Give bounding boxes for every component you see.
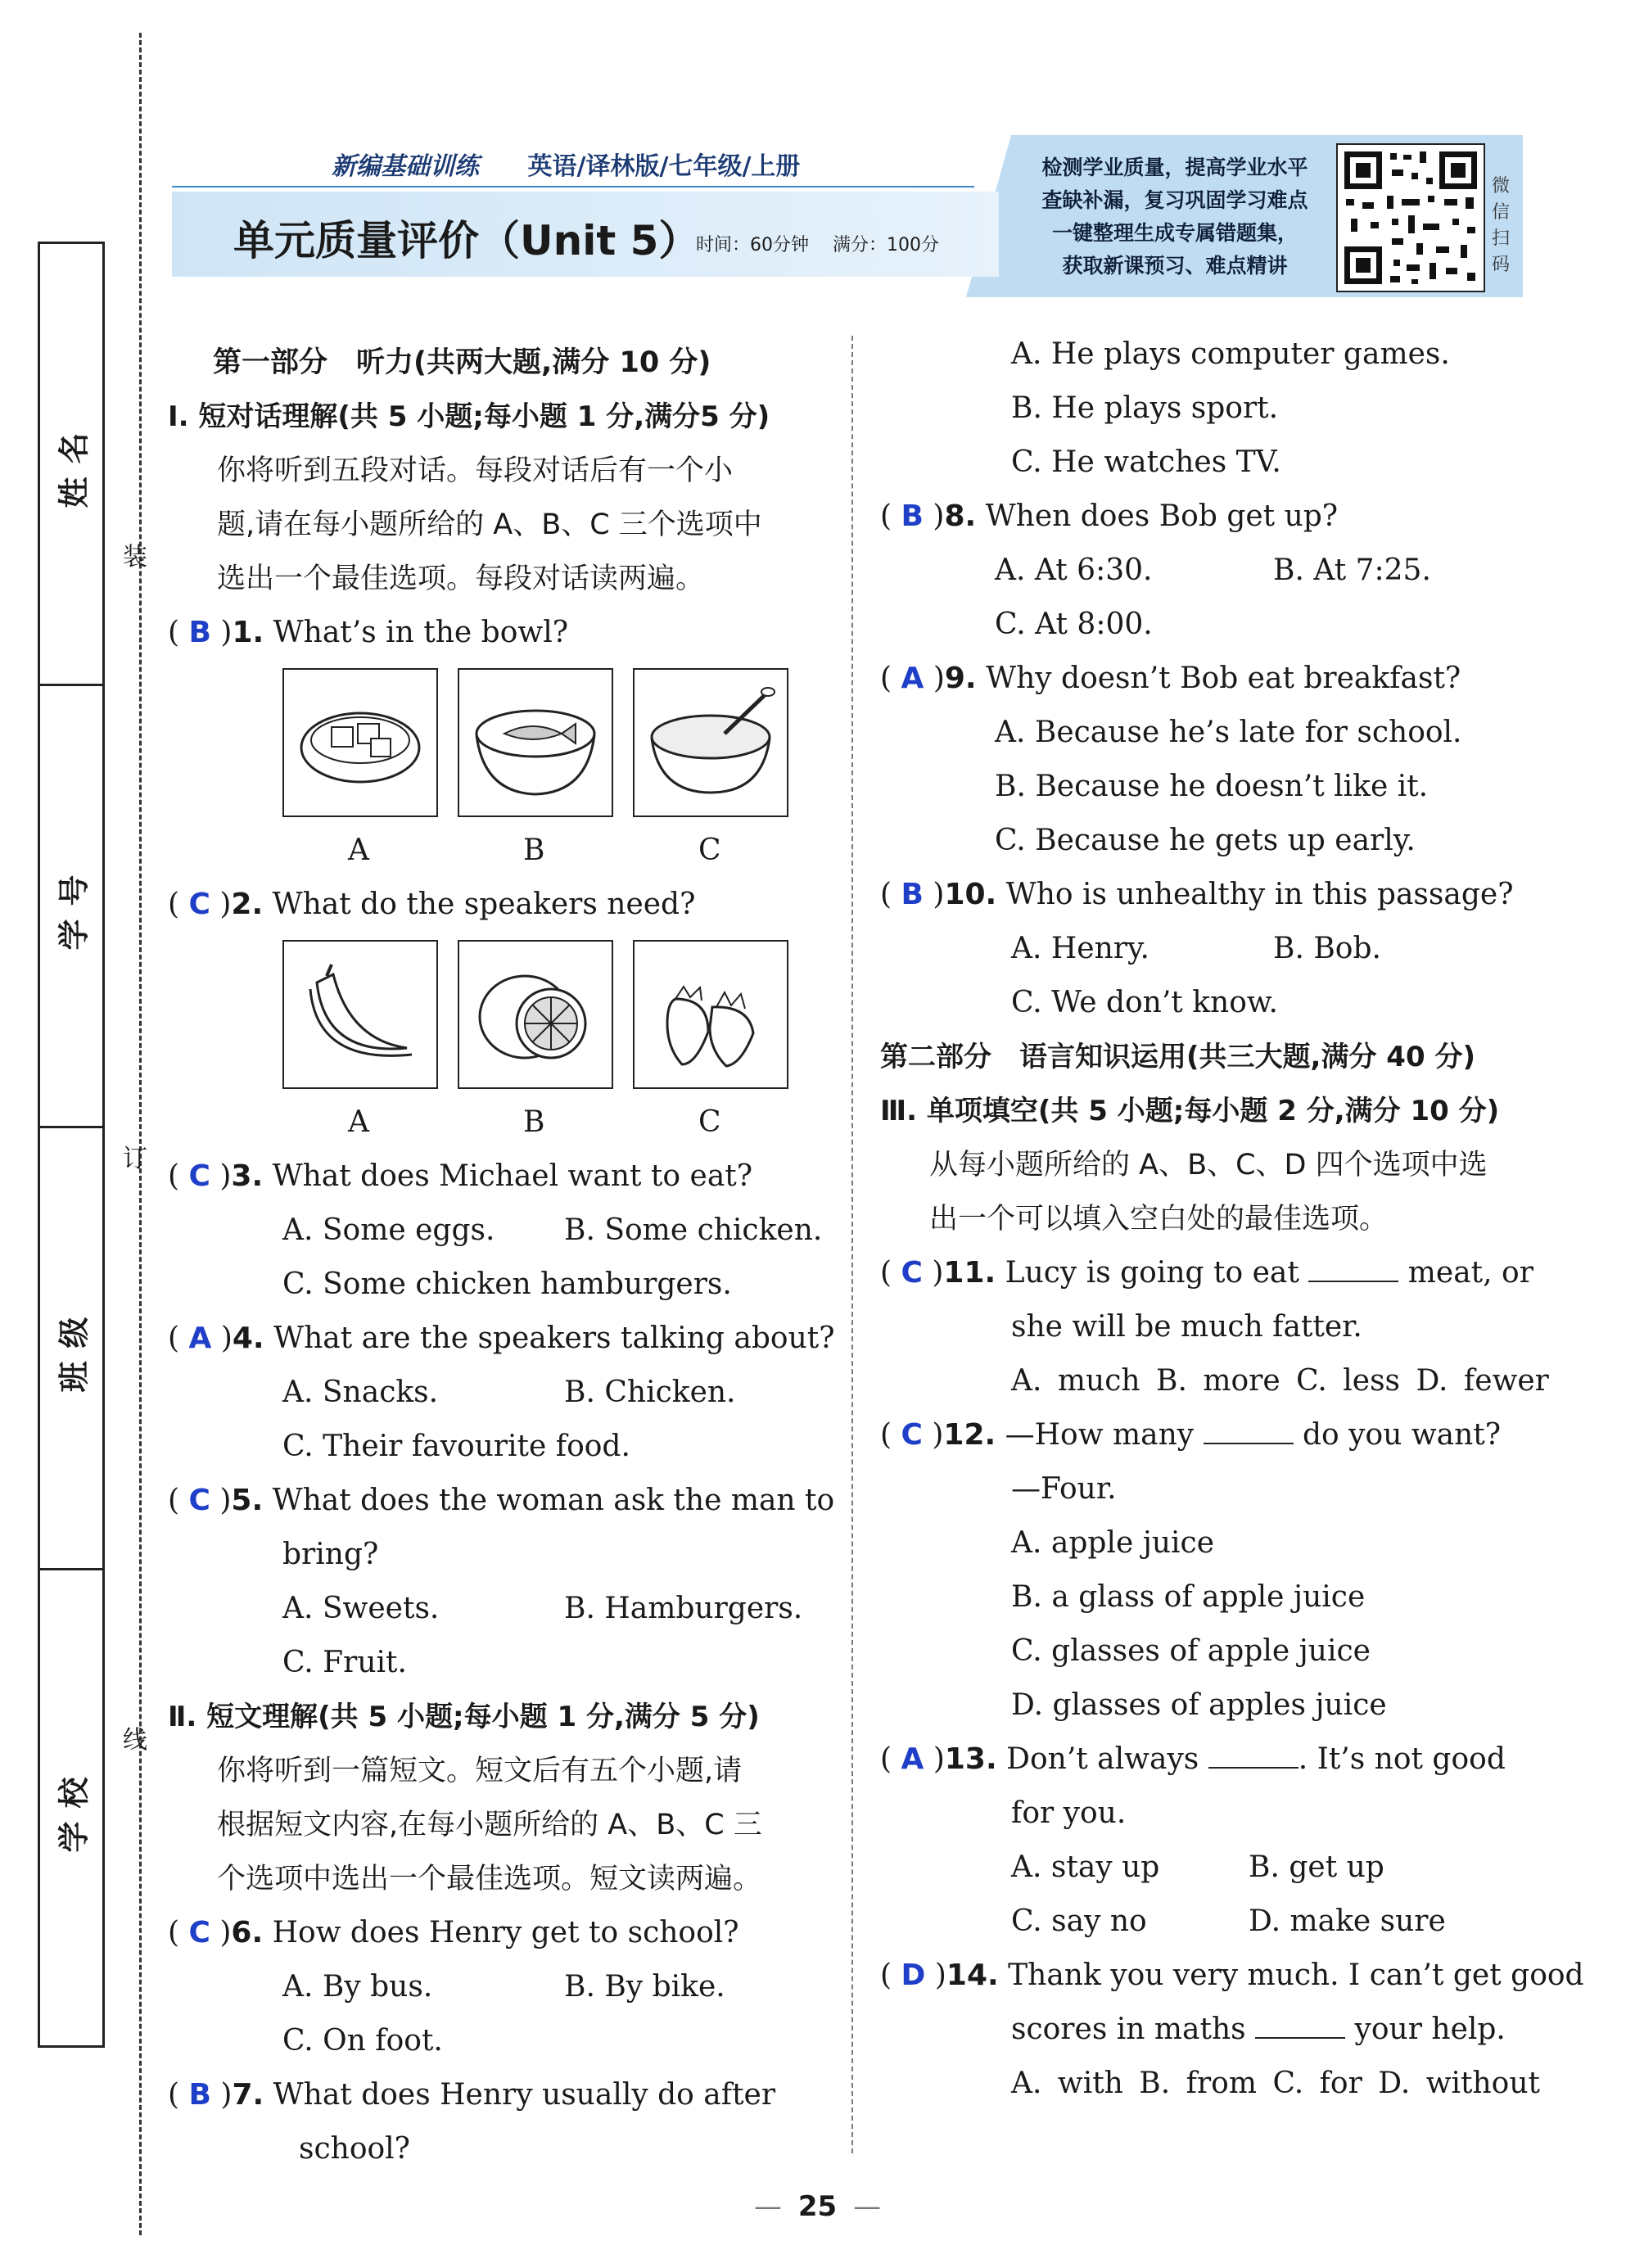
question-3: ( C )3. What does Michael want to eat? bbox=[168, 1159, 753, 1193]
banana-icon[interactable] bbox=[282, 940, 438, 1089]
question-5: ( C )5. What does the woman ask the man to bbox=[168, 1484, 835, 1517]
question-9-option-a: A. Because he’s late for school. bbox=[995, 716, 1462, 749]
exam-meta bbox=[696, 231, 957, 256]
question-8: ( B )8. When does Bob get up? bbox=[880, 499, 1339, 533]
question-5-options: A. Sweets. B. Hamburgers. bbox=[282, 1592, 803, 1625]
series-name: 新编基础训练 bbox=[332, 152, 479, 181]
question-11: ( C )11. Lucy is going to eat meat, or bbox=[880, 1256, 1533, 1290]
qr-code-icon[interactable] bbox=[1336, 143, 1485, 292]
question-9-option-c: C. Because he gets up early. bbox=[995, 824, 1416, 857]
answer-mark: A bbox=[188, 1321, 212, 1355]
answer-mark: D bbox=[901, 1959, 926, 1992]
question-13-stem-cont: for you. bbox=[1011, 1796, 1127, 1830]
question-1: ( B )1. What’s in the bowl? bbox=[168, 616, 569, 649]
question-9-option-b: B. Because he doesn’t like it. bbox=[995, 770, 1429, 803]
section3-instruction-line: 从每小题所给的 A、B、C、D 四个选项中选 bbox=[929, 1149, 1488, 1181]
question-1-pictures bbox=[282, 668, 823, 824]
question-14-stem-cont: scores in maths your help. bbox=[1011, 2013, 1506, 2046]
question-7-option-b: B. He plays sport. bbox=[1011, 391, 1279, 425]
question-1-picture-labels: A B C bbox=[348, 834, 721, 867]
answer-mark: C bbox=[901, 1256, 923, 1290]
full-score: 满分：100分 bbox=[833, 235, 939, 255]
answer-blank[interactable] bbox=[1308, 1256, 1398, 1282]
answer-mark: B bbox=[188, 616, 211, 649]
section1-instruction-line: 题,请在每小题所给的 A、B、C 三个选项中 bbox=[217, 508, 762, 541]
scan-caption: 微信扫码 bbox=[1492, 176, 1511, 275]
page-number: — 25 — bbox=[753, 2190, 882, 2223]
question-11-options: A. much B. more C. less D. fewer bbox=[1011, 1364, 1549, 1398]
part1-heading: 第一部分 听力(共两大题,满分 10 分) bbox=[213, 346, 711, 379]
school-cell: 学校 bbox=[56, 1763, 93, 1853]
question-12-option-a: A. apple juice bbox=[1011, 1526, 1215, 1560]
section3-instruction-line: 出一个可以填入空白处的最佳选项。 bbox=[929, 1203, 1389, 1236]
question-5-stem-cont: bring? bbox=[282, 1538, 379, 1571]
section2-instruction-line: 根据短文内容,在每小题所给的 A、B、C 三 bbox=[217, 1809, 762, 1841]
question-12-option-b: B. a glass of apple juice bbox=[1011, 1580, 1366, 1614]
question-12-option-c: C. glasses of apple juice bbox=[1011, 1634, 1371, 1668]
question-12-stem-cont: —Four. bbox=[1011, 1472, 1117, 1506]
promo-text: 检测学业质量，提高学业水平 查缺补漏，复习巩固学习难点 一键整理生成专属错题集， 获取新课预习、难点精讲 bbox=[1041, 156, 1308, 278]
question-4-option-c: C. Their favourite food. bbox=[282, 1430, 630, 1463]
question-6: ( C )6. How does Henry get to school? bbox=[168, 1916, 739, 1949]
book-info: 英语/译林版/七年级/上册 bbox=[527, 152, 801, 181]
section3-title: Ⅲ. 单项填空(共 5 小题;每小题 2 分,满分 10 分) bbox=[880, 1095, 1500, 1127]
strawberry-icon[interactable] bbox=[633, 940, 788, 1089]
section2-title: Ⅱ. 短文理解(共 5 小题;每小题 1 分,满分 5 分) bbox=[168, 1701, 760, 1733]
name-cell: 姓名 bbox=[40, 244, 102, 686]
question-8-option-c: C. At 8:00. bbox=[995, 608, 1153, 641]
binding-word-zhuang: 装 bbox=[123, 543, 147, 572]
title-banner bbox=[172, 192, 999, 277]
lemon-icon[interactable] bbox=[458, 940, 613, 1089]
answer-blank[interactable] bbox=[1255, 2013, 1345, 2039]
header-top bbox=[332, 146, 800, 182]
question-7-option-c: C. He watches TV. bbox=[1011, 445, 1281, 479]
section1-instruction-line: 你将听到五段对话。每段对话后有一个小 bbox=[217, 454, 734, 487]
page-title: 单元质量评价（Unit 5） bbox=[233, 217, 700, 264]
question-11-stem-cont: she will be much fatter. bbox=[1011, 1310, 1362, 1344]
question-7: ( B )7. What does Henry usually do after bbox=[168, 2078, 776, 2112]
answer-mark: A bbox=[901, 1742, 924, 1776]
binding-word-xian: 线 bbox=[123, 1726, 147, 1755]
question-12: ( C )12. —How many do you want? bbox=[880, 1418, 1502, 1452]
question-2: ( C )2. What do the speakers need? bbox=[168, 888, 696, 921]
question-5-option-c: C. Fruit. bbox=[282, 1646, 407, 1679]
question-13-options-ab: A. stay up B. get up bbox=[1011, 1850, 1384, 1884]
answer-mark: A bbox=[901, 662, 924, 695]
question-14: ( D )14. Thank you very much. I can’t get good bbox=[880, 1959, 1584, 1992]
section1-instruction-line: 选出一个最佳选项。每段对话读两遍。 bbox=[217, 562, 705, 595]
porridge-bowl-icon[interactable] bbox=[633, 668, 788, 817]
fish-soup-bowl-icon[interactable] bbox=[458, 668, 613, 817]
question-6-options: A. By bus. B. By bike. bbox=[282, 1970, 725, 2004]
binding-word-ding: 订 bbox=[123, 1145, 147, 1173]
question-10: ( B )10. Who is unhealthy in this passage? bbox=[880, 878, 1514, 911]
part2-heading: 第二部分 语言知识运用(共三大题,满分 40 分) bbox=[880, 1041, 1475, 1073]
question-14-options: A. with B. from C. for D. without bbox=[1011, 2067, 1541, 2100]
answer-mark: C bbox=[188, 1159, 210, 1193]
question-10-option-c: C. We don’t know. bbox=[1011, 986, 1278, 1019]
binding-dashed-line bbox=[139, 33, 142, 2235]
question-9: ( A )9. Why doesn’t Bob eat breakfast? bbox=[880, 662, 1461, 695]
question-12-option-d: D. glasses of apples juice bbox=[1011, 1688, 1387, 1722]
section2-instruction-line: 个选项中选出一个最佳选项。短文读两遍。 bbox=[217, 1863, 762, 1895]
question-13-options-cd: C. say no D. make sure bbox=[1011, 1904, 1446, 1938]
question-13: ( A )13. Don’t always . It’s not good bbox=[880, 1742, 1506, 1776]
answer-mark: C bbox=[188, 888, 210, 921]
question-4: ( A )4. What are the speakers talking about? bbox=[168, 1321, 835, 1355]
column-divider bbox=[851, 336, 853, 2153]
answer-blank[interactable] bbox=[1208, 1742, 1299, 1769]
student-no-cell: 学号 bbox=[40, 686, 102, 1128]
right-column bbox=[880, 328, 1584, 2111]
header-rule bbox=[172, 186, 974, 187]
left-column bbox=[168, 336, 835, 2176]
answer-mark: C bbox=[188, 1484, 210, 1517]
time-limit: 时间：60分钟 bbox=[696, 235, 809, 255]
answer-blank[interactable] bbox=[1204, 1418, 1294, 1444]
question-8-options: A. At 6:30. B. At 7:25. bbox=[995, 553, 1431, 587]
question-2-pictures bbox=[282, 940, 823, 1096]
answer-mark: C bbox=[188, 1916, 210, 1949]
question-3-option-c: C. Some chicken hamburgers. bbox=[282, 1267, 732, 1301]
section2-instruction-line: 你将听到一篇短文。短文后有五个小题,请 bbox=[217, 1755, 743, 1787]
question-7-stem-cont: school? bbox=[299, 2132, 410, 2166]
question-4-options: A. Snacks. B. Chicken. bbox=[282, 1376, 736, 1409]
question-6-option-c: C. On foot. bbox=[282, 2024, 443, 2058]
answer-mark: B bbox=[188, 2078, 211, 2112]
question-7-option-a: A. He plays computer games. bbox=[1011, 337, 1450, 371]
tofu-bowl-icon[interactable] bbox=[282, 668, 438, 817]
answer-mark: B bbox=[901, 878, 924, 911]
question-3-options: A. Some eggs. B. Some chicken. bbox=[282, 1213, 823, 1247]
answer-mark: B bbox=[901, 499, 924, 533]
answer-mark: C bbox=[901, 1418, 923, 1452]
class-cell: 班级 bbox=[40, 1128, 102, 1570]
question-2-picture-labels: A B C bbox=[348, 1105, 721, 1139]
section1-title: Ⅰ. 短对话理解(共 5 小题;每小题 1 分,满分5 分) bbox=[168, 400, 770, 433]
binding-strip bbox=[38, 242, 105, 2048]
question-10-options: A. Henry. B. Bob. bbox=[1011, 932, 1381, 965]
